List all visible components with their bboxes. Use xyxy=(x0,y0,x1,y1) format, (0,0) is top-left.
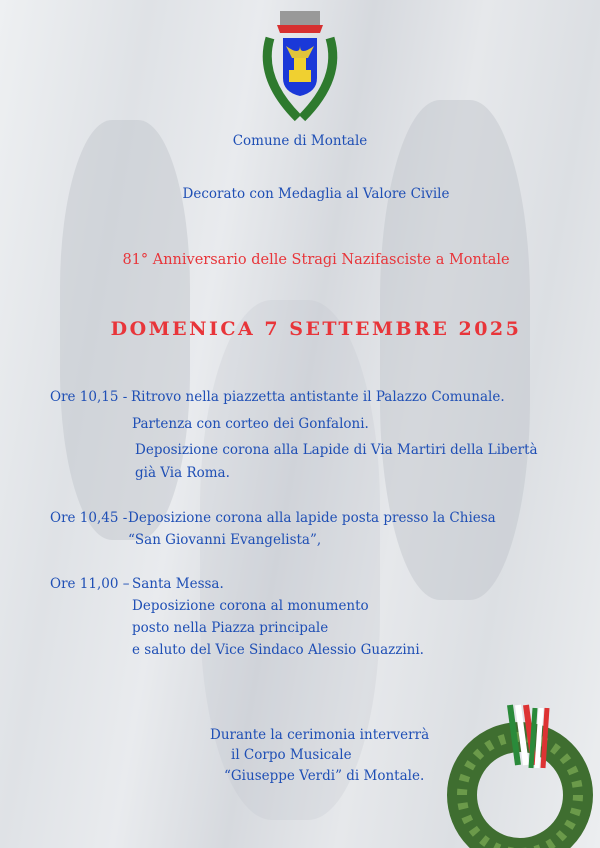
program-time: Ore 10,45 - xyxy=(50,510,128,526)
laurel-wreath-image xyxy=(440,700,600,848)
footer-line: “Giuseppe Verdi” di Montale. xyxy=(224,768,425,784)
program-line: “San Giovanni Evangelista”, xyxy=(128,532,322,548)
footer-line: Durante la cerimonia interverrà xyxy=(210,727,430,743)
event-title: 81° Anniversario delle Stragi Nazifasciste a Montale xyxy=(122,252,510,268)
program-line: già Via Roma. xyxy=(135,465,230,481)
program-line: Ritrovo nella piazzetta antistante il Palazzo Comunale. xyxy=(131,389,505,405)
program-line: Partenza con corteo dei Gonfaloni. xyxy=(132,416,369,432)
program-line: Deposizione corona alla lapide posta presso la Chiesa xyxy=(128,510,496,526)
municipality-name: Comune di Montale xyxy=(232,133,368,149)
program-line: Deposizione corona al monumento xyxy=(132,598,369,614)
program-time: Ore 10,15 - xyxy=(50,389,128,405)
program-line: posto nella Piazza principale xyxy=(132,620,329,636)
coat-of-arms-logo xyxy=(250,8,350,133)
program-time: Ore 11,00 – xyxy=(50,576,130,592)
event-date: DOMENICA 7 SETTEMBRE 2025 xyxy=(110,318,522,340)
program-line: Santa Messa. xyxy=(132,576,224,592)
footer-line: il Corpo Musicale xyxy=(231,747,352,763)
decoration-text: Decorato con Medaglia al Valore Civile xyxy=(182,186,450,202)
program-line: Deposizione corona alla Lapide di Via Martiri della Libertà xyxy=(135,442,538,458)
program-line: e saluto del Vice Sindaco Alessio Guazzini. xyxy=(132,642,424,658)
